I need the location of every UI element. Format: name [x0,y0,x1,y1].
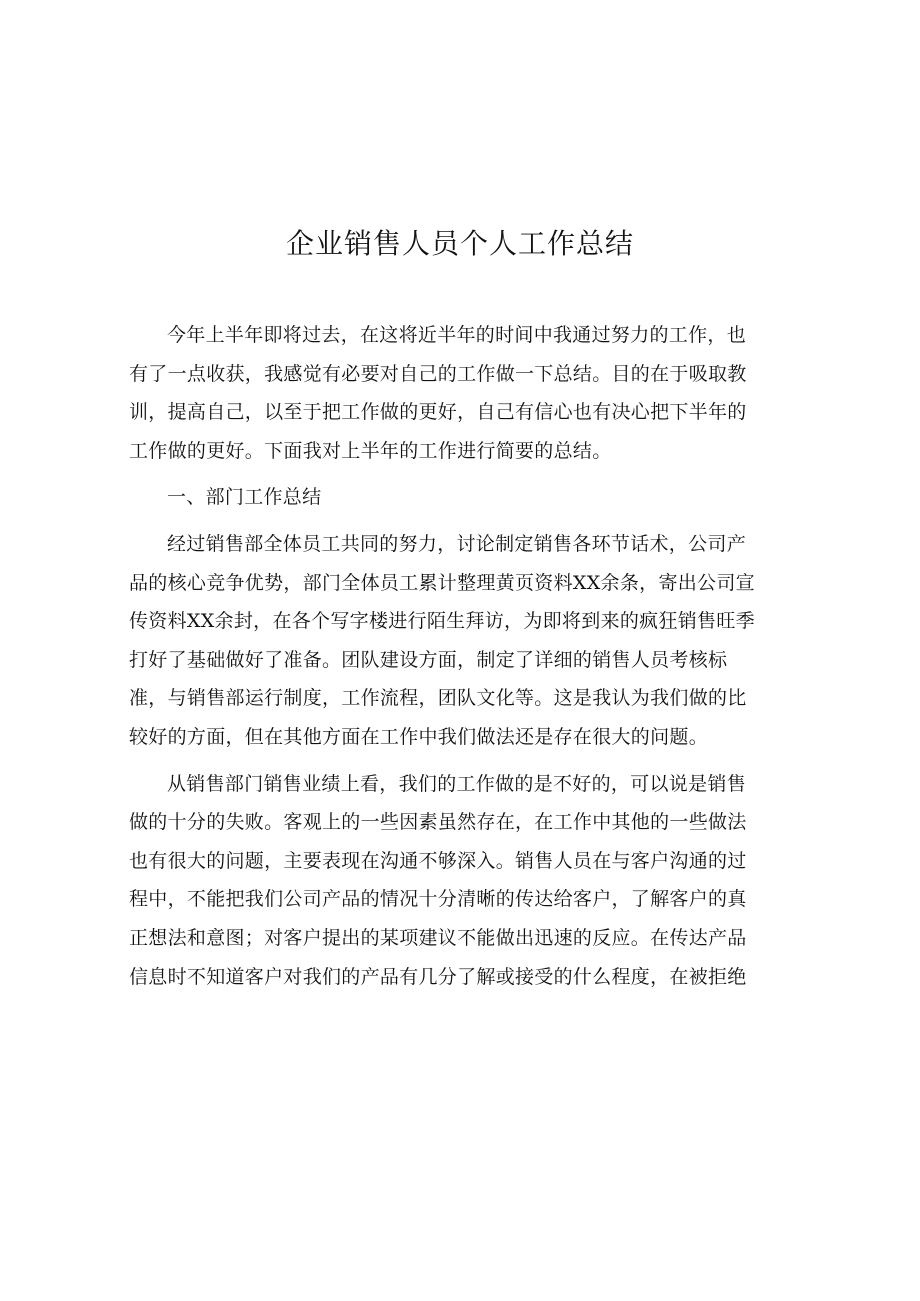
text-line: 较好的方面，但在其他方面在工作中我们做法还是存在很大的问题。 [129,725,709,748]
text-line: 传资料XX余封，在各个写字楼进行陌生拜访，为即将到来的疯狂销售旺季 [129,610,755,633]
text-line: 经过销售部全体员工共同的努力，讨论制定销售各环节话术，公司产 [167,532,747,555]
paragraph-department-summary [129,525,789,757]
text-line: 打好了基础做好了准备。团队建设方面，制定了详细的销售人员考核标 [129,648,728,671]
text-line: 正想法和意图；对客户提出的某项建议不能做出迅速的反应。在传达产品 [129,926,747,949]
text-line: 一、部门工作总结 [167,486,322,509]
text-line: 工作做的更好。下面我对上半年的工作进行简要的总结。 [129,439,612,462]
text-line: 准，与销售部运行制度，工作流程，团队文化等。这是我认为我们做的比 [129,687,747,710]
paragraph-sales-performance [129,765,789,997]
document-body [129,316,789,996]
text-line: 也有很大的问题，主要表现在沟通不够深入。销售人员在与客户沟通的过 [129,849,747,872]
text-line: 程中，不能把我们公司产品的情况十分清晰的传达给客户，了解客户的真 [129,888,747,911]
text-line: 有了一点收获，我感觉有必要对自己的工作做一下总结。目的在于吸取教 [129,362,747,385]
text-line: 训，提高自己，以至于把工作做的更好，自己有信心也有决心把下半年的 [129,401,747,424]
section-heading [129,478,789,517]
document-title: 企业销售人员个人工作总结 [285,227,634,260]
text-line: 品的核心竞争优势，部门全体员工累计整理黄页资料XX余条，寄出公司宣 [129,571,755,594]
text-line: 做的十分的失败。客观上的一些因素虽然存在，在工作中其他的一些做法 [129,811,747,834]
text-line: 信息时不知道客户对我们的产品有几分了解或接受的什么程度，在被拒绝 [129,965,747,988]
text-line: 从销售部门销售业绩上看，我们的工作做的是不好的，可以说是销售 [167,772,747,795]
paragraph-intro [129,316,789,470]
text-line: 今年上半年即将过去，在这将近半年的时间中我通过努力的工作，也 [167,324,747,346]
